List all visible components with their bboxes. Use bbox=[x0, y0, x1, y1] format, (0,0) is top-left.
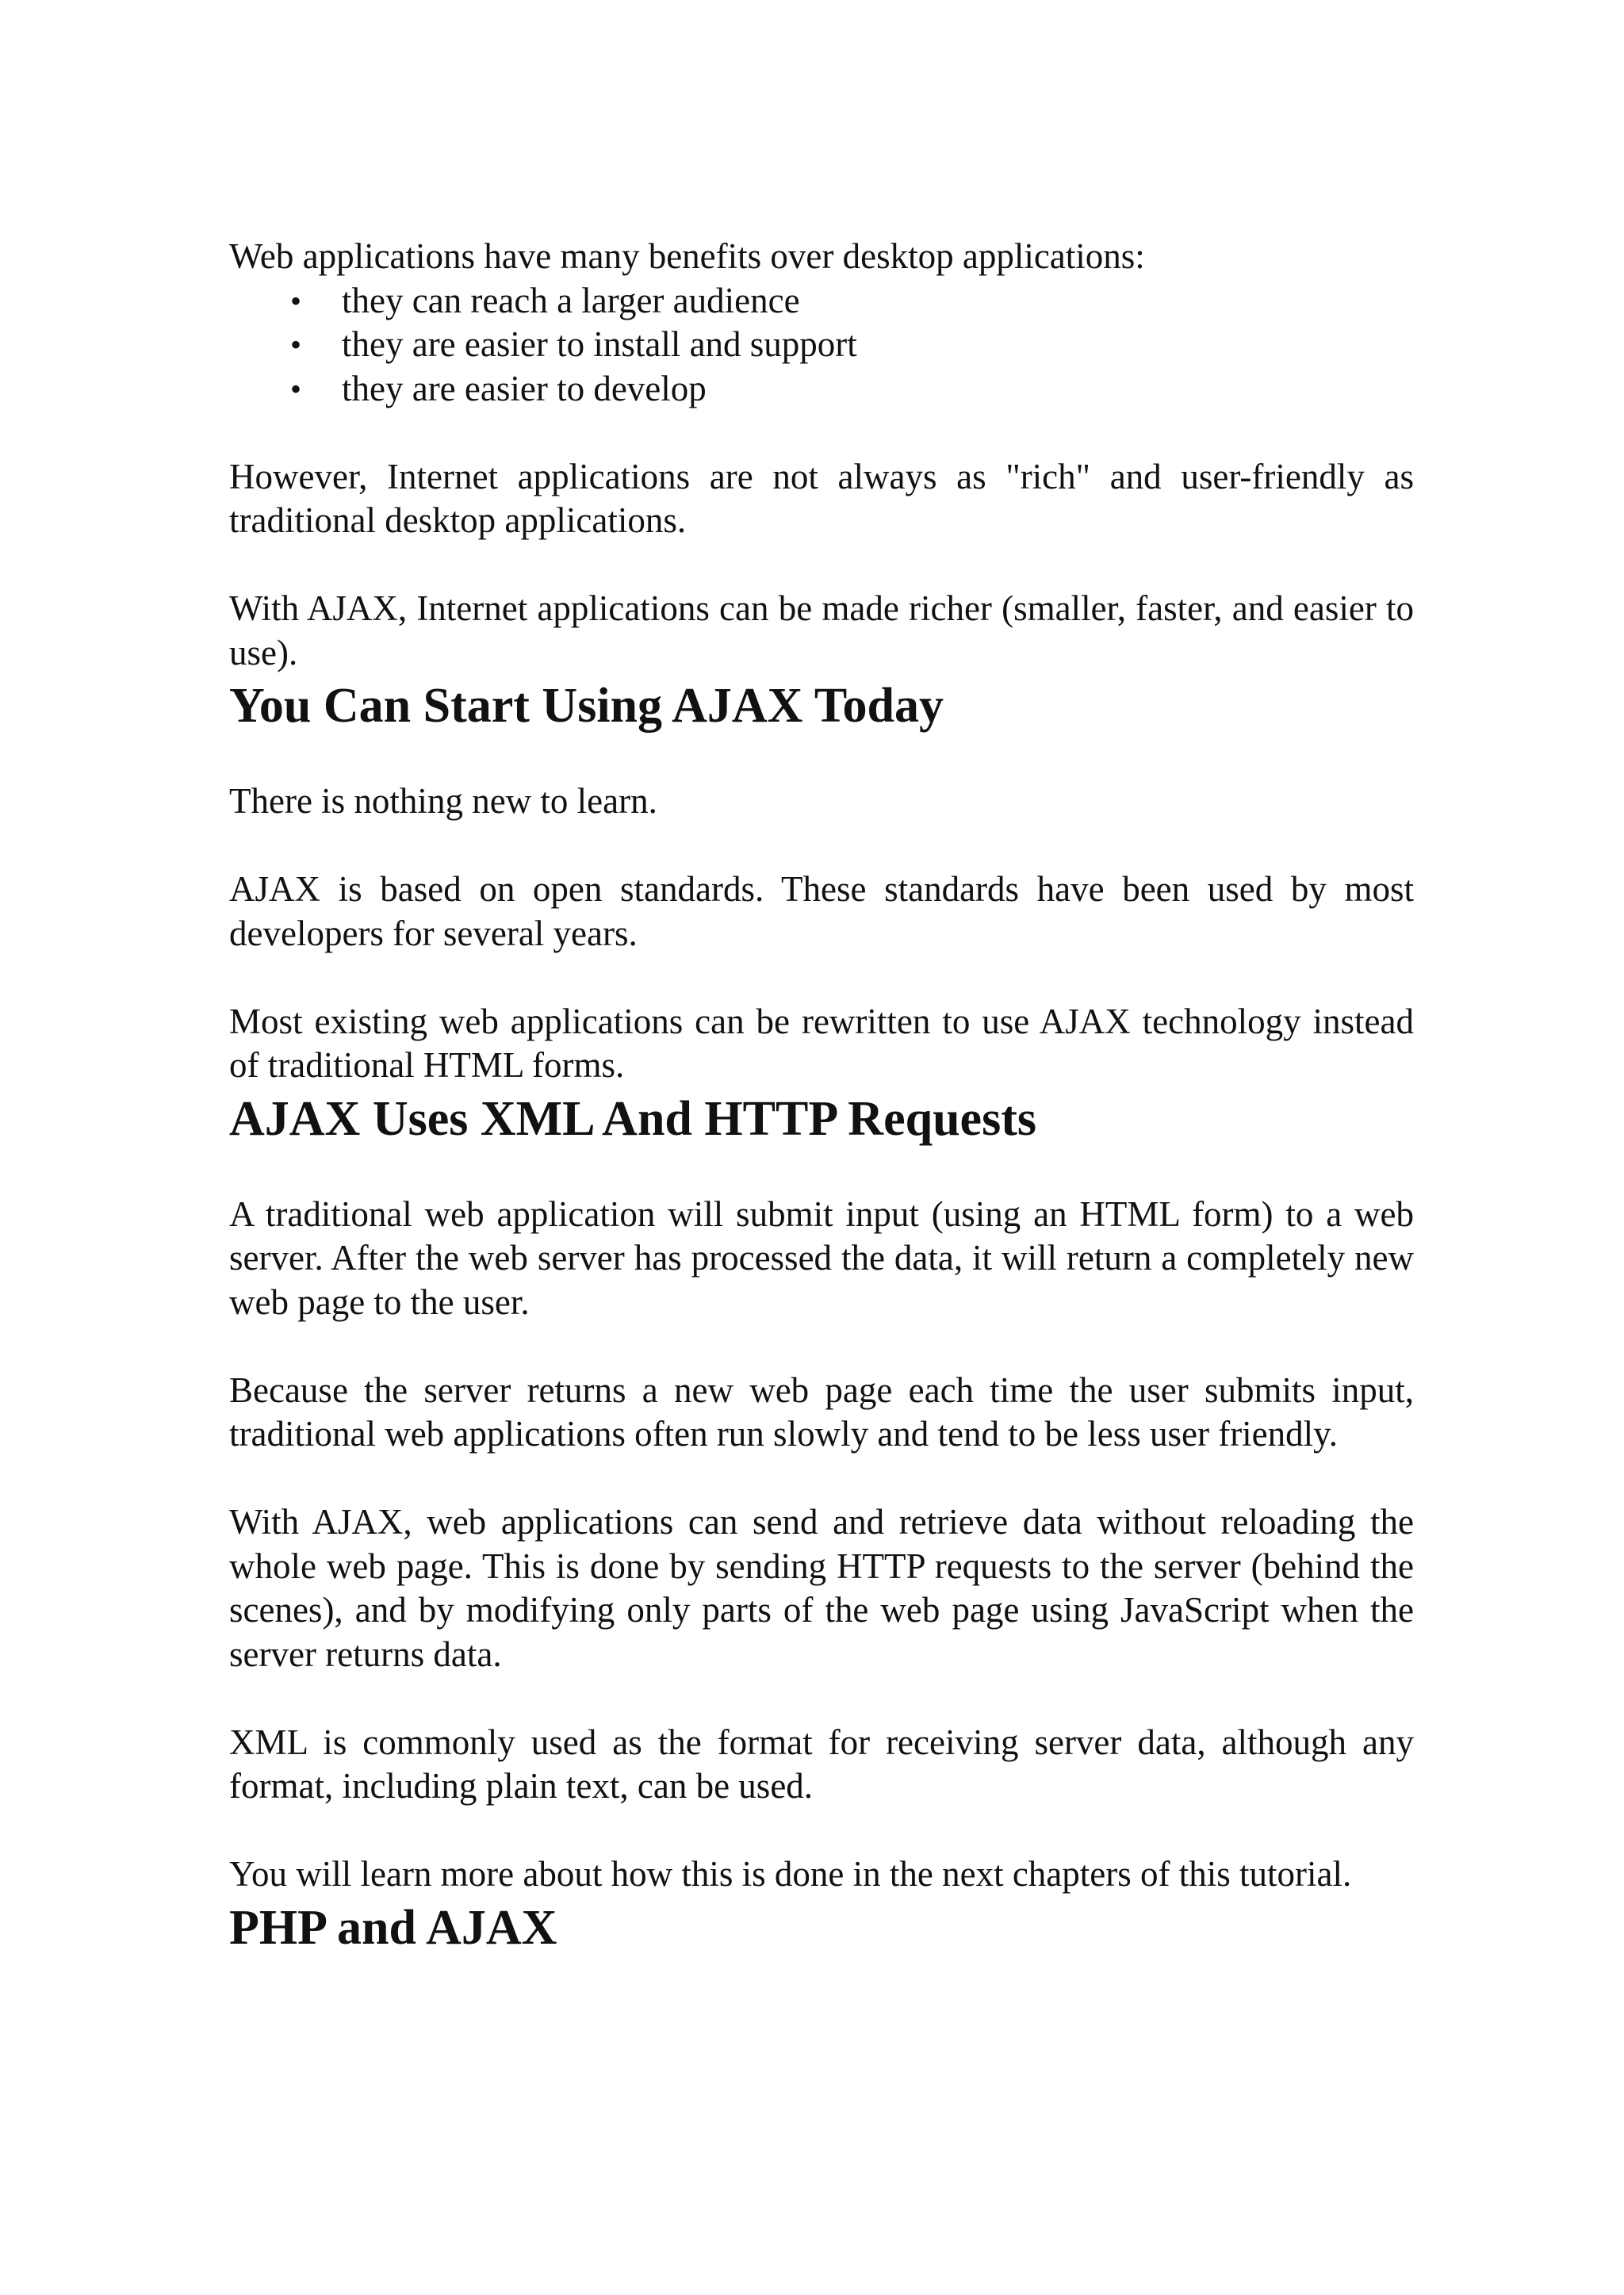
section-heading-start-using: You Can Start Using AJAX Today bbox=[229, 679, 944, 733]
section-heading-php-ajax: PHP and AJAX bbox=[229, 1900, 557, 1955]
list-item bbox=[229, 367, 1414, 412]
section2-paragraph-1: A traditional web application will submit input (using an HTML form) to a web server. After the web server has processed the data, it will return a completely new web page to the user. bbox=[229, 1193, 1414, 1322]
list-item-text: they are easier to develop bbox=[342, 368, 707, 408]
section1-paragraph-2: AJAX is based on open standards. These standards have been used by most developers for several years. bbox=[229, 869, 1414, 953]
list-item-text: they can reach a larger audience bbox=[342, 280, 800, 320]
intro-lead: Web applications have many benefits over desktop applications: bbox=[229, 236, 1145, 276]
bullet-icon: • bbox=[290, 327, 302, 362]
section-heading-xml-http: AJAX Uses XML And HTTP Requests bbox=[229, 1091, 1036, 1146]
intro-paragraph-rich: However, Internet applications are not always as "rich" and user-friendly as traditional desktop applications. bbox=[229, 456, 1414, 540]
section2-paragraph-4: XML is commonly used as the format for receiving server data, although any format, including plain text, can be used. bbox=[229, 1722, 1414, 1806]
bullet-icon: • bbox=[290, 370, 302, 407]
document-body bbox=[229, 235, 1414, 2002]
section2-paragraph-5: You will learn more about how this is done in the next chapters of this tutorial. bbox=[229, 1854, 1352, 1894]
intro-paragraph-ajax: With AJAX, Internet applications can be made richer (smaller, faster, and easier to use). bbox=[229, 588, 1414, 672]
section1-paragraph-3: Most existing web applications can be rewritten to use AJAX technology instead of traditional HTML forms. bbox=[229, 1001, 1414, 1085]
section2-paragraph-2: Because the server returns a new web page each time the user submits input, traditional web applications often run slowly and tend to be less user friendly. bbox=[229, 1370, 1414, 1454]
section2-paragraph-3: With AJAX, web applications can send and retrieve data without reloading the whole web page. This is done by sending HTTP requests to the server (behind the scenes), and by modifying only parts of the web page using JavaScript when the server returns data. bbox=[229, 1502, 1414, 1674]
list-item bbox=[229, 279, 1414, 324]
list-item-text: they are easier to install and support bbox=[342, 324, 857, 364]
list-item bbox=[229, 323, 1414, 367]
bullet-icon: • bbox=[290, 282, 302, 319]
section1-paragraph-1: There is nothing new to learn. bbox=[229, 781, 657, 821]
benefits-list bbox=[229, 279, 1414, 412]
